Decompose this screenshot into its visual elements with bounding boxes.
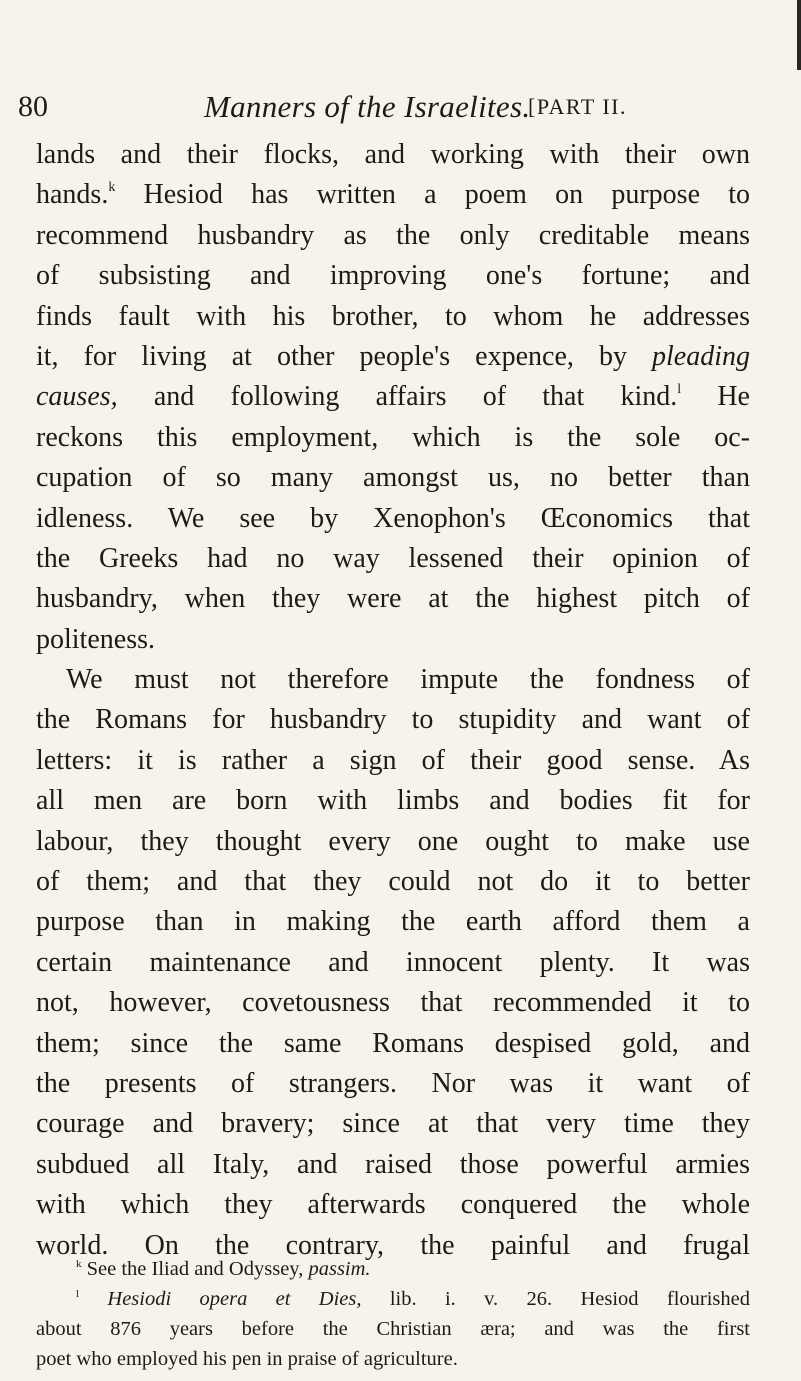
italic-text: passim. — [308, 1258, 371, 1280]
footnote-reference: k — [108, 180, 116, 196]
text-line — [36, 1185, 750, 1225]
italic-text: Hesiodi opera et Dies, — [107, 1288, 362, 1310]
text-line — [36, 943, 750, 983]
line-text: of them; and that they could not do it to better — [36, 866, 750, 898]
line-text: Hesiod has written a poem on purpose to — [115, 179, 750, 211]
footnote-reference: l — [677, 382, 682, 398]
line-text: We must not therefore impute the fondness of — [66, 664, 750, 696]
line-text: the Greeks had no way lessened their opinion of — [36, 542, 750, 574]
text-line — [36, 418, 750, 458]
line-text: of subsisting and improving one's fortune; and — [36, 260, 750, 292]
line-text: finds fault with his brother, to whom he addresses — [36, 300, 750, 332]
line-text: idleness. We see by Xenophon's Œconomics that — [36, 502, 750, 534]
text-line — [36, 822, 750, 862]
line-text: the Romans for husbandry to stupidity and want of — [36, 704, 750, 736]
running-title — [204, 87, 530, 127]
text-line — [36, 175, 750, 215]
text-line — [36, 781, 750, 821]
line-text: it, for living at other people's expence, by — [36, 340, 652, 372]
text-line — [36, 297, 750, 337]
text-line — [36, 1024, 750, 1064]
text-line — [36, 256, 750, 296]
footnote-text: poet who employed his pen in praise of agriculture. — [36, 1348, 458, 1370]
footnote-mark: k — [76, 1258, 82, 1270]
running-header — [0, 87, 801, 127]
text-line — [36, 902, 750, 942]
text-line — [36, 1104, 750, 1144]
footnote-line — [36, 1344, 750, 1374]
footnotes — [36, 1254, 750, 1374]
footnote-mark: l — [76, 1288, 80, 1300]
text-line — [36, 135, 750, 175]
line-text: reckons this employment, which is the sole oc- — [36, 421, 750, 453]
line-text: courage and bravery; since at that very time they — [36, 1108, 750, 1140]
text-line — [36, 1145, 750, 1185]
text-line — [36, 660, 750, 700]
line-text: purpose than in making the earth afford them a — [36, 906, 750, 938]
footnote-line — [36, 1314, 750, 1344]
text-line — [36, 216, 750, 256]
line-text: recommend husbandry as the only creditable means — [36, 219, 750, 251]
text-line — [36, 741, 750, 781]
body-text — [36, 135, 750, 1266]
text-line — [36, 377, 750, 417]
text-line — [36, 983, 750, 1023]
line-text: the presents of strangers. Nor was it want of — [36, 1067, 750, 1099]
running-title-text: Manners of the Israelites. — [204, 89, 531, 124]
line-text: all men are born with limbs and bodies fit for — [36, 785, 750, 817]
part-label: [PART II. — [528, 94, 627, 119]
line-text: lands and their flocks, and working with their own — [36, 139, 750, 170]
line-text: cupation of so many amongst us, no better than — [36, 462, 750, 494]
line-text: subdued all Italy, and raised those powerful armies — [36, 1148, 750, 1180]
text-line — [36, 337, 750, 377]
page-edge — [797, 0, 801, 70]
line-text: letters: it is rather a sign of their good sense. As — [36, 744, 750, 776]
footnote-line — [36, 1254, 750, 1284]
footnote-line — [36, 1284, 750, 1314]
line-text: world. On the contrary, the painful and frugal — [36, 1229, 750, 1261]
text-line — [36, 1064, 750, 1104]
line-text: labour, they thought every one ought to make use — [36, 825, 750, 857]
italic-text: pleading — [652, 340, 750, 372]
footnote-text: lib. i. v. 26. Hesiod flourished — [361, 1288, 750, 1310]
line-text: not, however, covetousness that recommended it to — [36, 987, 750, 1019]
text-line — [36, 458, 750, 498]
line-text: certain maintenance and innocent plenty. It was — [36, 946, 750, 978]
footnote-text: See the Iliad and Odyssey, — [81, 1258, 309, 1280]
line-text: politeness. — [36, 623, 155, 655]
text-line — [36, 700, 750, 740]
text-line — [36, 499, 750, 539]
text-line — [36, 862, 750, 902]
line-text: and following affairs of that kind. — [117, 381, 678, 413]
footnote-text: about 876 years before the Christian æra; and was the first — [36, 1318, 750, 1340]
line-text: He — [681, 381, 750, 413]
italic-text: causes, — [36, 381, 118, 413]
line-text: with which they afterwards conquered the whole — [36, 1189, 750, 1221]
page-number: 80 — [18, 90, 48, 123]
text-line — [36, 620, 750, 660]
line-text: hands. — [36, 179, 109, 211]
text-line — [36, 539, 750, 579]
line-text: husbandry, when they were at the highest pitch of — [36, 583, 750, 615]
line-text: them; since the same Romans despised gold, and — [36, 1027, 750, 1059]
text-line — [36, 579, 750, 619]
